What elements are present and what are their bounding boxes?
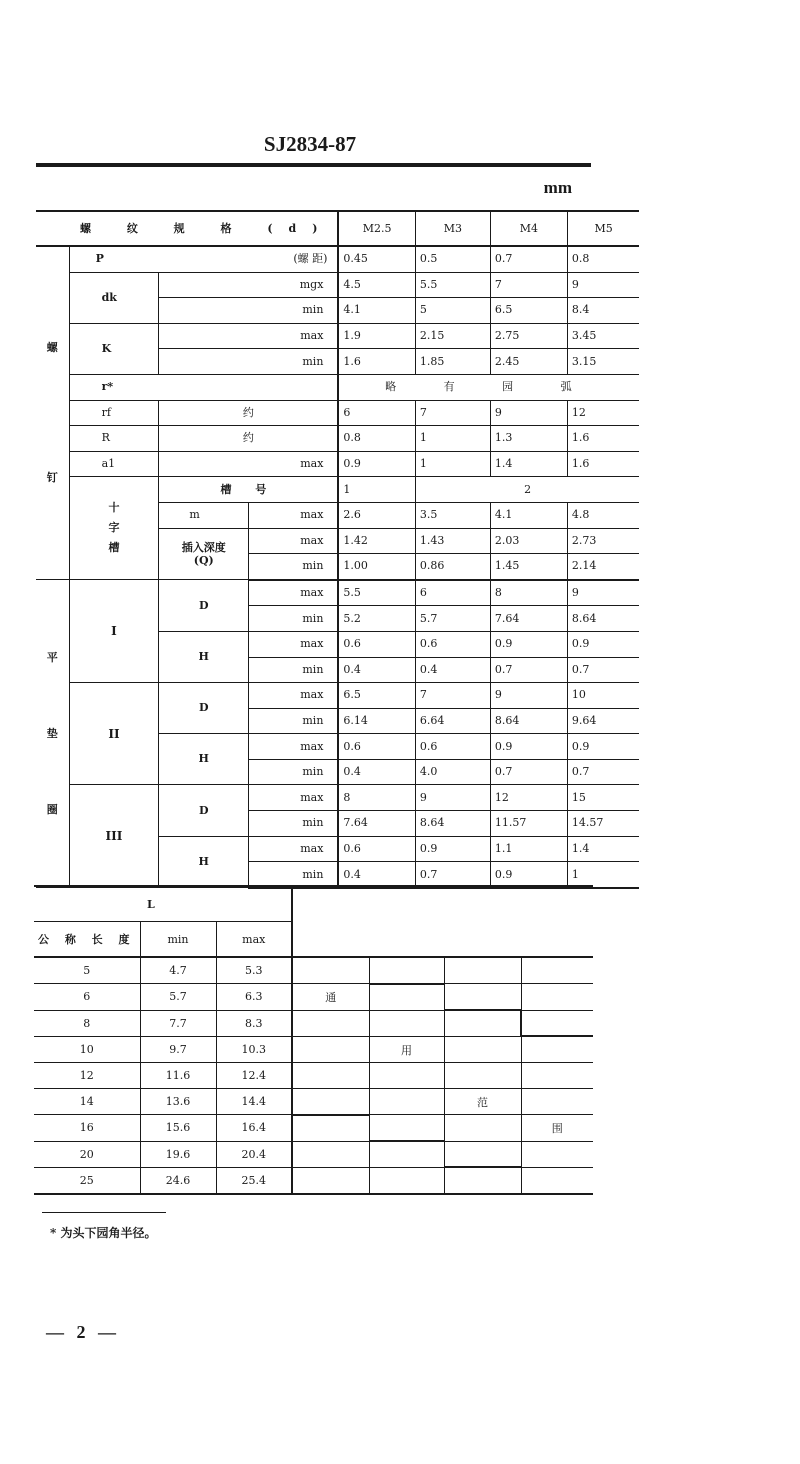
table-row <box>36 246 639 272</box>
qualifier-label: max <box>249 785 339 811</box>
qualifier-label: min <box>249 708 339 734</box>
range-text: 用 <box>401 1043 412 1057</box>
cell-value: 8.64 <box>415 811 490 837</box>
cell-value: 9 <box>415 785 490 811</box>
table-row <box>34 1141 593 1167</box>
dim-label-h: H <box>159 631 249 682</box>
cell-value: 2.73 <box>567 528 639 554</box>
range-cell <box>444 957 521 984</box>
qualifier-label: min <box>249 759 339 785</box>
length-table <box>34 885 593 1195</box>
qualifier-label: min <box>249 657 339 683</box>
nominal-length: 8 <box>34 1010 140 1036</box>
row-label-p: P <box>69 246 159 272</box>
qualifier-label: min <box>159 349 339 375</box>
cell-value: 0.7 <box>567 657 639 683</box>
range-cell <box>369 984 444 1010</box>
length-min: 15.6 <box>140 1115 216 1141</box>
cell-value: 7 <box>490 272 567 298</box>
length-max: 25.4 <box>216 1167 292 1194</box>
groove-number-label: 槽 号 <box>159 477 339 503</box>
cell-value: 1.6 <box>567 426 639 452</box>
size-header: M2.5 <box>338 211 415 246</box>
range-cell <box>444 1063 521 1089</box>
length-min: 24.6 <box>140 1167 216 1194</box>
cell-value: 11.57 <box>490 811 567 837</box>
qualifier-label: min <box>249 862 339 888</box>
length-max: 16.4 <box>216 1115 292 1141</box>
cell-value: 1.3 <box>490 426 567 452</box>
length-max: 12.4 <box>216 1063 292 1089</box>
table-row <box>36 272 639 298</box>
cell-value: 0.9 <box>338 451 415 477</box>
cell-value: 4.5 <box>338 272 415 298</box>
unit-label: mm <box>543 178 572 197</box>
range-cell <box>369 1167 444 1194</box>
table-row <box>34 1010 593 1036</box>
table-row <box>36 477 639 503</box>
cell-value: 0.9 <box>490 734 567 760</box>
cell-value: 15 <box>567 785 639 811</box>
length-max: 20.4 <box>216 1141 292 1167</box>
footnote: * 为头下园角半径。 <box>50 1226 157 1240</box>
cell-value: 1.42 <box>338 528 415 554</box>
range-cell <box>521 1036 593 1062</box>
cell-value: 0.9 <box>567 734 639 760</box>
range-cell <box>521 1167 593 1194</box>
qualifier-label: min <box>249 606 339 632</box>
cell-value: 1.6 <box>567 451 639 477</box>
cell-value: 0.4 <box>338 759 415 785</box>
qualifier-label: max <box>249 836 339 862</box>
cell-value: 0.8 <box>567 246 639 272</box>
table-row <box>36 374 639 400</box>
cell-value: 1.4 <box>567 836 639 862</box>
dim-label-d: D <box>159 683 249 734</box>
cell-value: 2.45 <box>490 349 567 375</box>
washer-type-label: II <box>69 683 159 785</box>
nominal-length: 5 <box>34 957 140 984</box>
table-row <box>34 1167 593 1194</box>
nominal-length: 10 <box>34 1036 140 1062</box>
screw-group-text: 螺钉 <box>46 341 58 485</box>
qualifier-label: max <box>249 631 339 657</box>
cell-value: 2.6 <box>338 502 415 528</box>
length-max: 6.3 <box>216 984 292 1010</box>
length-min-header: min <box>140 922 216 958</box>
cell-value: 2.03 <box>490 528 567 554</box>
cell-value: 1.85 <box>415 349 490 375</box>
length-min: 19.6 <box>140 1141 216 1167</box>
nominal-length: 16 <box>34 1115 140 1141</box>
range-text-cell <box>369 1036 444 1062</box>
range-cell <box>292 1167 369 1194</box>
cell-value: 5.7 <box>415 606 490 632</box>
qualifier-label: max <box>249 502 339 528</box>
table-row <box>36 451 639 477</box>
range-cell <box>521 1063 593 1089</box>
length-max: 10.3 <box>216 1036 292 1062</box>
range-cell <box>444 984 521 1010</box>
cell-value: 0.4 <box>338 862 415 888</box>
cell-value: 4.1 <box>338 298 415 324</box>
cell-value: 1 <box>338 477 415 503</box>
cell-value: 6 <box>415 580 490 606</box>
range-cell <box>521 984 593 1010</box>
cross-recess-label <box>69 477 159 580</box>
range-cell <box>369 1088 444 1114</box>
cell-value: 0.9 <box>567 631 639 657</box>
qualifier-label: max <box>159 323 339 349</box>
page-number: — 2 — <box>46 1322 120 1342</box>
row-label-r: r* <box>69 374 338 400</box>
cell-value: 0.6 <box>415 734 490 760</box>
range-cell <box>521 1088 593 1114</box>
cell-value: 1.6 <box>338 349 415 375</box>
cell-value: 9 <box>490 400 567 426</box>
table-row <box>34 1063 593 1089</box>
length-max: 14.4 <box>216 1088 292 1114</box>
nominal-length: 20 <box>34 1141 140 1167</box>
row-label-a1: a1 <box>69 451 159 477</box>
cell-value: 0.6 <box>415 631 490 657</box>
cell-value: 6 <box>338 400 415 426</box>
range-text-cell <box>444 1088 521 1114</box>
insertion-depth-text: 插入深度 <box>181 540 226 554</box>
cell-value: 14.57 <box>567 811 639 837</box>
length-header-blank <box>292 886 593 957</box>
table-row <box>34 984 593 1010</box>
cell-value: 6.64 <box>415 708 490 734</box>
cell-value: 7.64 <box>338 811 415 837</box>
cell-value: 1.45 <box>490 554 567 580</box>
cell-value: 6.14 <box>338 708 415 734</box>
cell-value: 0.7 <box>567 759 639 785</box>
cell-value: 0.7 <box>415 862 490 888</box>
table-row <box>36 323 639 349</box>
size-header: M3 <box>415 211 490 246</box>
range-cell <box>444 1036 521 1062</box>
table-row <box>34 1088 593 1114</box>
range-cell <box>444 1115 521 1141</box>
cell-value: 1.1 <box>490 836 567 862</box>
cell-value: 5.2 <box>338 606 415 632</box>
length-symbol-header: L <box>34 886 292 922</box>
cell-value: 9.64 <box>567 708 639 734</box>
cell-value: 6.5 <box>338 683 415 709</box>
cell-value: 0.7 <box>490 759 567 785</box>
dim-label-d: D <box>159 580 249 632</box>
qualifier-label: max <box>249 580 339 606</box>
length-min: 9.7 <box>140 1036 216 1062</box>
insertion-depth-label <box>159 528 249 580</box>
footnote-rule <box>42 1212 166 1213</box>
cell-value: 0.86 <box>415 554 490 580</box>
cell-value: 0.7 <box>490 657 567 683</box>
cell-value: 9 <box>567 272 639 298</box>
range-cell <box>521 1010 593 1036</box>
qualifier-label: max <box>159 451 339 477</box>
dim-label-d: D <box>159 785 249 836</box>
header-rule <box>36 163 591 167</box>
nominal-length: 6 <box>34 984 140 1010</box>
size-header: M4 <box>490 211 567 246</box>
screw-group-label <box>36 246 69 580</box>
cell-value: 2.14 <box>567 554 639 580</box>
length-max-header: max <box>216 922 292 958</box>
cell-value: 7.64 <box>490 606 567 632</box>
nominal-length-header: 公 称 长 度 <box>34 922 140 958</box>
range-cell <box>444 1167 521 1194</box>
dim-label-h: H <box>159 836 249 888</box>
qualifier-label: max <box>249 734 339 760</box>
cell-value: 0.4 <box>338 657 415 683</box>
range-cell <box>521 957 593 984</box>
range-cell <box>521 1141 593 1167</box>
cell-value: 5 <box>415 298 490 324</box>
length-min: 5.7 <box>140 984 216 1010</box>
qualifier-label: min <box>249 811 339 837</box>
range-cell <box>369 957 444 984</box>
qualifier-label: max <box>249 528 339 554</box>
range-cell <box>369 1115 444 1141</box>
table-header-row <box>36 211 639 246</box>
cell-value: 8.4 <box>567 298 639 324</box>
table-row <box>34 957 593 984</box>
range-cell <box>292 1115 369 1141</box>
qualifier-label: min <box>249 554 339 580</box>
cell-value: 7 <box>415 683 490 709</box>
cell-value: 1.00 <box>338 554 415 580</box>
washer-group-text: 平垫圈 <box>46 650 58 816</box>
length-max: 8.3 <box>216 1010 292 1036</box>
cell-value: 0.9 <box>415 836 490 862</box>
cell-value: 4.1 <box>490 502 567 528</box>
dimension-table <box>36 210 639 889</box>
cell-value: 0.8 <box>338 426 415 452</box>
range-text-cell <box>292 984 369 1010</box>
cell-value: 1.4 <box>490 451 567 477</box>
range-cell <box>292 1063 369 1089</box>
length-header-row <box>34 886 593 922</box>
cell-value: 0.7 <box>490 246 567 272</box>
cell-value: 0.6 <box>338 836 415 862</box>
qualifier-label: mgx <box>159 272 339 298</box>
nominal-length: 12 <box>34 1063 140 1089</box>
qualifier-label: 约 <box>159 426 339 452</box>
nominal-length: 14 <box>34 1088 140 1114</box>
cell-value: 2.75 <box>490 323 567 349</box>
row-label-m: m <box>159 502 249 528</box>
cell-value: 1 <box>415 451 490 477</box>
cell-value: 8 <box>338 785 415 811</box>
row-label-r-radius: R <box>69 426 159 452</box>
range-cell <box>292 1010 369 1036</box>
cell-value: 1.9 <box>338 323 415 349</box>
cell-value: 8.64 <box>567 606 639 632</box>
cell-value: 0.9 <box>490 631 567 657</box>
cell-value: 3.45 <box>567 323 639 349</box>
range-cell <box>292 1141 369 1167</box>
row-note-pitch: (螺 距) <box>159 246 339 272</box>
table-row <box>36 785 639 811</box>
cell-value: 3.5 <box>415 502 490 528</box>
row-label-rf: rf <box>69 400 159 426</box>
cell-value: 9 <box>567 580 639 606</box>
length-min: 13.6 <box>140 1088 216 1114</box>
table-row <box>34 1115 593 1141</box>
cell-value: 1.43 <box>415 528 490 554</box>
cell-value: 1 <box>415 426 490 452</box>
range-cell <box>292 1036 369 1062</box>
cell-value: 10 <box>567 683 639 709</box>
cell-value: 12 <box>567 400 639 426</box>
range-cell <box>292 957 369 984</box>
cell-value: 5.5 <box>338 580 415 606</box>
cell-value: 5.5 <box>415 272 490 298</box>
cell-value: 3.15 <box>567 349 639 375</box>
length-min: 11.6 <box>140 1063 216 1089</box>
length-min: 4.7 <box>140 957 216 984</box>
table-row <box>36 400 639 426</box>
table-row <box>36 683 639 709</box>
cell-value: 9 <box>490 683 567 709</box>
cell-value: 0.5 <box>415 246 490 272</box>
cell-value: 0.9 <box>490 862 567 888</box>
cell-value: 8.64 <box>490 708 567 734</box>
insertion-depth-sub: (Q) <box>193 553 214 567</box>
row-label-k: K <box>69 323 159 374</box>
table-row <box>36 580 639 606</box>
cell-value: 7 <box>415 400 490 426</box>
table-row <box>34 1036 593 1062</box>
range-cell <box>369 1141 444 1167</box>
cell-value: 1 <box>567 862 639 888</box>
cell-value: 0.4 <box>415 657 490 683</box>
fillet-note: 略 有 园 弧 <box>338 374 639 400</box>
size-header: M5 <box>567 211 639 246</box>
document-title: SJ2834-87 <box>263 132 357 156</box>
range-cell <box>444 1010 521 1036</box>
cell-value: 8 <box>490 580 567 606</box>
cell-value: 4.8 <box>567 502 639 528</box>
table-row <box>36 426 639 452</box>
nominal-length: 25 <box>34 1167 140 1194</box>
qualifier-label: max <box>249 683 339 709</box>
washer-group-label <box>36 580 69 888</box>
cell-value: 6.5 <box>490 298 567 324</box>
range-text-cell <box>521 1115 593 1141</box>
range-cell <box>292 1088 369 1114</box>
qualifier-label: min <box>159 298 339 324</box>
range-cell <box>369 1010 444 1036</box>
thread-spec-header: 螺 纹 规 格 (d) <box>36 211 338 246</box>
range-text: 围 <box>551 1121 563 1135</box>
range-text: 通 <box>325 990 337 1004</box>
cell-value: 0.45 <box>338 246 415 272</box>
washer-type-label: I <box>69 580 159 683</box>
length-max: 5.3 <box>216 957 292 984</box>
qualifier-label: 约 <box>159 400 339 426</box>
cell-value: 0.6 <box>338 631 415 657</box>
cell-value: 2 <box>415 477 639 503</box>
dim-label-h: H <box>159 734 249 785</box>
range-cell <box>444 1141 521 1167</box>
cell-value: 12 <box>490 785 567 811</box>
length-min: 7.7 <box>140 1010 216 1036</box>
cell-value: 0.6 <box>338 734 415 760</box>
range-cell <box>369 1063 444 1089</box>
cell-value: 4.0 <box>415 759 490 785</box>
row-label-dk: dk <box>69 272 159 323</box>
range-text: 范 <box>477 1095 488 1109</box>
washer-type-label: III <box>69 785 159 888</box>
cell-value: 2.15 <box>415 323 490 349</box>
cross-recess-text: 十字槽 <box>108 501 120 555</box>
